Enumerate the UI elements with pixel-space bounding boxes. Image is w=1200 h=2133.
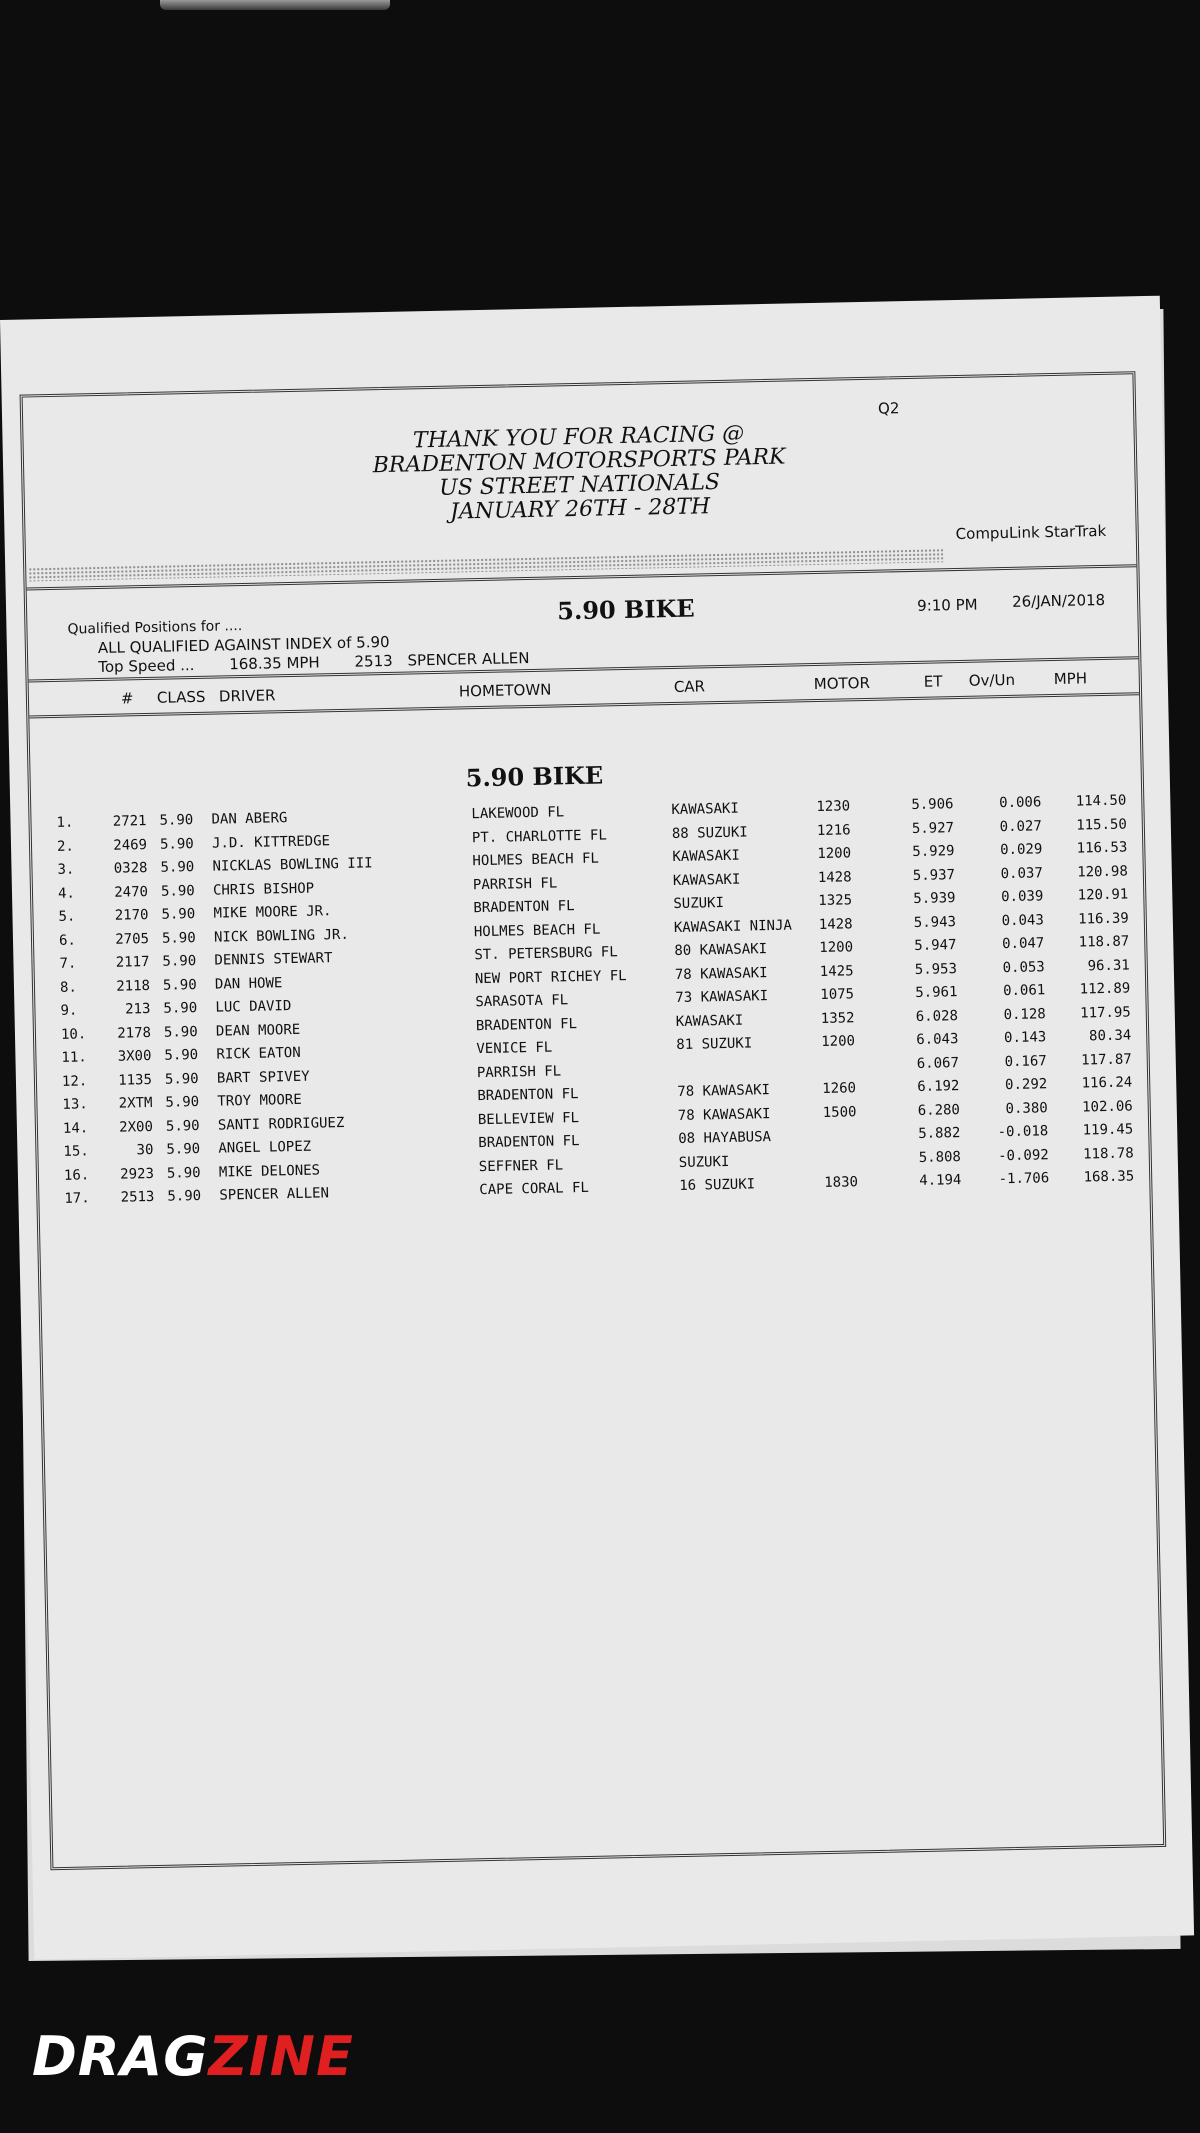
cell-car-number: 2170 <box>114 907 149 924</box>
cell-class: 5.90 <box>159 835 194 853</box>
cell-mph: 119.45 <box>1082 1121 1134 1139</box>
cell-car: KAWASAKI NINJA <box>673 917 793 936</box>
cell-mph: 116.53 <box>1076 839 1128 857</box>
cell-over-under: 0.027 <box>999 817 1042 835</box>
cell-driver: J.D. KITTREDGE <box>211 832 331 852</box>
cell-position: 1. <box>56 814 74 831</box>
cell-class: 5.90 <box>166 1164 201 1182</box>
top-speed-driver: SPENCER ALLEN <box>407 648 530 670</box>
title-line: US STREET NATIONALS <box>438 469 721 501</box>
cell-over-under: 0.029 <box>999 841 1043 859</box>
cell-car: 16 SUZUKI <box>679 1176 756 1194</box>
cell-elapsed-time: 5.882 <box>918 1125 961 1142</box>
cell-motor: 1325 <box>818 892 853 909</box>
cell-elapsed-time: 5.953 <box>914 960 958 978</box>
cell-hometown: PARRISH FL <box>476 1062 562 1081</box>
cell-over-under: 0.043 <box>1001 911 1044 929</box>
cell-car: KAWASAKI <box>672 847 740 866</box>
cell-driver: MIKE DELONES <box>218 1161 321 1181</box>
cell-hometown: HOLMES BEACH FL <box>473 921 601 940</box>
cell-mph: 120.98 <box>1077 863 1128 881</box>
cell-car: 78 KAWASAKI <box>674 964 768 983</box>
column-header-mph: MPH <box>1053 669 1088 689</box>
cell-car: 80 KAWASAKI <box>674 941 768 960</box>
cell-car: KAWASAKI <box>675 1012 744 1030</box>
cell-class: 5.90 <box>159 812 194 829</box>
cell-elapsed-time: 5.906 <box>911 796 954 814</box>
cell-car-number: 2469 <box>113 836 148 854</box>
cell-elapsed-time: 5.939 <box>913 890 956 907</box>
cell-position: 16. <box>63 1166 90 1184</box>
cell-elapsed-time: 5.961 <box>915 984 958 1001</box>
cell-position: 5. <box>58 908 76 925</box>
cell-elapsed-time: 5.943 <box>913 913 957 931</box>
cell-mph: 112.89 <box>1079 980 1131 998</box>
cell-hometown: HOLMES BEACH FL <box>472 850 600 870</box>
cell-position: 17. <box>64 1190 90 1207</box>
cell-motor: 1200 <box>821 1033 856 1050</box>
cell-mph: 118.78 <box>1082 1144 1134 1162</box>
cell-driver: SPENCER ALLEN <box>219 1185 330 1204</box>
column-header-driver: DRIVER <box>218 686 276 706</box>
cell-position: 10. <box>60 1025 87 1043</box>
report-date: 26/JAN/2018 <box>1011 590 1106 611</box>
cell-position: 13. <box>62 1096 88 1113</box>
cell-mph: 117.87 <box>1080 1050 1132 1069</box>
cell-car-number: 2X00 <box>119 1118 154 1136</box>
cell-over-under: 0.128 <box>1003 1005 1046 1023</box>
timing-system-label: CompuLink StarTrak <box>955 521 1107 544</box>
cell-over-under: 0.292 <box>1004 1076 1048 1094</box>
cell-car-number: 2118 <box>116 977 151 995</box>
cell-over-under: 0.167 <box>1004 1052 1047 1070</box>
cell-over-under: -0.018 <box>997 1123 1049 1141</box>
cell-car-number: 213 <box>125 1001 151 1018</box>
cell-mph: 96.31 <box>1087 956 1130 974</box>
section-title: 5.90 BIKE <box>465 760 604 793</box>
cell-driver: DEAN MOORE <box>215 1021 301 1040</box>
cell-car-number: 1135 <box>118 1071 153 1089</box>
cell-hometown: SEFFNER FL <box>478 1156 564 1175</box>
cell-hometown: SARASOTA FL <box>475 992 569 1011</box>
top-speed-label: Top Speed ... <box>98 656 195 677</box>
cell-elapsed-time: 6.043 <box>916 1031 959 1048</box>
cell-car-number: 2117 <box>115 954 150 971</box>
cell-mph: 120.91 <box>1077 886 1129 904</box>
cell-elapsed-time: 6.280 <box>917 1101 961 1119</box>
index-value: 5.90 <box>356 632 390 652</box>
cell-hometown: PT. CHARLOTTE FL <box>471 826 607 846</box>
cell-over-under: -1.706 <box>998 1170 1050 1188</box>
event-title <box>23 414 1135 533</box>
cell-motor: 1216 <box>816 821 851 839</box>
cell-mph: 102.06 <box>1081 1097 1133 1116</box>
cell-elapsed-time: 5.808 <box>918 1148 962 1166</box>
cell-motor: 1428 <box>817 868 852 886</box>
qualifying-round-label: Q2 <box>877 399 900 418</box>
cell-mph: 118.87 <box>1078 933 1130 951</box>
cell-car: KAWASAKI <box>672 871 741 889</box>
cell-mph: 116.24 <box>1081 1074 1133 1092</box>
cell-motor: 1352 <box>820 1009 855 1027</box>
cell-mph: 80.34 <box>1088 1027 1132 1045</box>
cell-car-number: 30 <box>136 1141 154 1159</box>
cell-position: 6. <box>58 932 77 949</box>
column-header-car: CAR <box>673 677 706 696</box>
cell-hometown: BRADENTON FL <box>475 1015 578 1034</box>
cell-class: 5.90 <box>163 1000 198 1017</box>
dotted-band <box>28 548 943 581</box>
cell-driver: DENNIS STEWART <box>214 950 333 969</box>
cell-driver: DAN HOWE <box>214 974 283 993</box>
cell-position: 4. <box>57 885 76 902</box>
cell-motor: 1830 <box>824 1174 859 1191</box>
cell-class: 5.90 <box>164 1070 199 1088</box>
cell-hometown: ST. PETERSBURG FL <box>474 944 618 964</box>
cell-over-under: 0.061 <box>1002 982 1046 1000</box>
title-line: THANK YOU FOR RACING @ <box>412 421 745 454</box>
cell-class: 5.90 <box>165 1094 200 1111</box>
cell-elapsed-time: 6.028 <box>915 1007 959 1025</box>
results-table <box>31 792 1149 1215</box>
cell-position: 3. <box>57 861 75 878</box>
sheet-frame <box>20 371 1167 1870</box>
cell-motor: 1230 <box>816 798 851 816</box>
cell-car: SUZUKI <box>673 894 725 913</box>
cell-mph: 117.95 <box>1080 1003 1131 1022</box>
title-line: BRADENTON MOTORSPORTS PARK <box>372 444 786 479</box>
cell-car-number: 2923 <box>120 1165 155 1183</box>
cell-driver: BART SPIVEY <box>216 1068 310 1087</box>
cell-position: 9. <box>60 1002 78 1019</box>
cell-driver: LUC DAVID <box>215 998 292 1016</box>
cell-motor: 1075 <box>820 986 855 1003</box>
cell-driver: CHRIS BISHOP <box>212 880 315 899</box>
cell-position: 7. <box>59 955 77 972</box>
cell-class: 5.90 <box>167 1187 202 1205</box>
cell-mph: 168.35 <box>1083 1168 1135 1186</box>
cell-position: 11. <box>61 1049 87 1066</box>
cell-hometown: VENICE FL <box>476 1039 553 1058</box>
class-title: 5.90 BIKE <box>556 593 695 626</box>
cell-car-number: 2470 <box>114 883 149 901</box>
cell-position: 12. <box>61 1072 88 1090</box>
cell-class: 5.90 <box>166 1140 201 1158</box>
cell-driver: DAN ABERG <box>211 810 288 828</box>
title-line: JANUARY 26TH - 28TH <box>449 494 711 525</box>
cell-motor: 1200 <box>819 939 854 956</box>
column-header-hometown: HOMETOWN <box>458 680 552 701</box>
cell-driver: NICK BOWLING JR. <box>213 926 349 946</box>
cell-driver: SANTI RODRIGUEZ <box>217 1114 345 1134</box>
cell-elapsed-time: 5.929 <box>912 843 955 861</box>
cell-class: 5.90 <box>162 953 197 970</box>
cell-car-number: 3X00 <box>117 1047 152 1065</box>
cell-over-under: 0.006 <box>999 794 1042 812</box>
cell-car: 81 SUZUKI <box>676 1035 753 1053</box>
report-time: 9:10 PM <box>916 595 978 615</box>
cell-mph: 115.50 <box>1076 816 1127 834</box>
cell-car: 78 KAWASAKI <box>677 1105 771 1124</box>
index-label: ALL QUALIFIED AGAINST INDEX of <box>97 633 352 658</box>
cell-car: KAWASAKI <box>671 800 740 819</box>
cell-driver: MIKE MOORE JR. <box>213 903 332 922</box>
cell-class: 5.90 <box>161 929 196 947</box>
logo-text-zine: ZINE <box>208 2025 354 2088</box>
cell-over-under: -0.092 <box>997 1146 1049 1164</box>
cell-class: 5.90 <box>162 976 197 994</box>
cell-over-under: 0.037 <box>1000 864 1043 882</box>
top-speed-value: 168.35 MPH <box>229 653 320 674</box>
cell-class: 5.90 <box>164 1047 199 1064</box>
cell-mph: 116.39 <box>1078 909 1129 928</box>
cell-over-under: 0.143 <box>1003 1029 1047 1047</box>
cell-motor: 1425 <box>819 962 854 980</box>
cell-hometown: BRADENTON FL <box>477 1086 579 1105</box>
cell-hometown: LAKEWOOD FL <box>471 804 565 823</box>
cell-mph: 114.50 <box>1075 792 1127 810</box>
cell-over-under: 0.047 <box>1001 935 1045 953</box>
cell-class: 5.90 <box>163 1023 198 1041</box>
cell-hometown: NEW PORT RICHEY FL <box>474 967 627 987</box>
cell-hometown: PARRISH FL <box>472 874 558 893</box>
cell-driver: NICKLAS BOWLING III <box>212 855 373 875</box>
cell-car: 88 SUZUKI <box>671 823 748 842</box>
cell-car-number: 2721 <box>112 813 147 830</box>
cell-car: 08 HAYABUSA <box>678 1129 772 1147</box>
cell-car-number: 2178 <box>117 1024 152 1042</box>
cell-elapsed-time: 5.947 <box>914 937 957 954</box>
cell-elapsed-time: 4.194 <box>919 1172 962 1189</box>
cell-over-under: 0.053 <box>1002 958 1045 976</box>
cell-position: 15. <box>63 1143 89 1160</box>
column-header-number: # <box>120 689 134 708</box>
cell-position: 14. <box>62 1119 89 1137</box>
cell-car-number: 2705 <box>115 930 150 948</box>
cell-motor: 1260 <box>822 1080 857 1097</box>
cell-car-number: 2XTM <box>118 1094 153 1112</box>
cell-class: 5.90 <box>160 882 195 900</box>
cell-driver: ANGEL LOPEZ <box>218 1138 312 1157</box>
column-header-motor: MOTOR <box>813 673 871 694</box>
cell-over-under: 0.380 <box>1005 1099 1048 1117</box>
cell-class: 5.90 <box>161 906 196 923</box>
cell-position: 8. <box>59 979 78 996</box>
qualified-label: Qualified Positions for .... <box>67 617 243 638</box>
cell-position: 2. <box>56 838 75 855</box>
cell-hometown: BRADENTON FL <box>478 1133 580 1152</box>
column-header-et: ET <box>923 672 943 691</box>
cell-hometown: CAPE CORAL FL <box>479 1179 590 1199</box>
cell-motor: 1200 <box>817 845 852 862</box>
cell-class: 5.90 <box>165 1117 200 1135</box>
results-sheet <box>0 296 1194 1960</box>
cell-elapsed-time: 5.927 <box>911 819 955 837</box>
column-header-class: CLASS <box>156 687 206 707</box>
cell-car: 78 KAWASAKI <box>677 1082 771 1100</box>
cell-car-number: 0328 <box>113 860 148 877</box>
cell-car: 73 KAWASAKI <box>675 988 769 1007</box>
cell-driver: TROY MOORE <box>217 1091 302 1110</box>
cell-elapsed-time: 6.067 <box>916 1054 960 1072</box>
cell-class: 5.90 <box>160 859 195 876</box>
column-header-ov-un: Ov/Un <box>968 670 1016 690</box>
cell-driver: RICK EATON <box>216 1044 301 1063</box>
cell-elapsed-time: 5.937 <box>912 866 956 884</box>
cell-motor: 1500 <box>822 1103 857 1121</box>
cell-over-under: 0.039 <box>1000 888 1044 906</box>
top-speed-car-number: 2513 <box>354 651 393 671</box>
cell-elapsed-time: 6.192 <box>917 1078 960 1095</box>
cell-motor: 1428 <box>818 915 853 933</box>
cell-car-number: 2513 <box>120 1188 155 1206</box>
pen <box>160 0 390 10</box>
cell-hometown: BRADENTON FL <box>473 898 575 917</box>
logo-text-drag: DRAG <box>32 2025 209 2088</box>
cell-hometown: BELLEVIEW FL <box>477 1109 580 1128</box>
dragzine-logo <box>32 2025 354 2088</box>
cell-car: SUZUKI <box>678 1153 730 1171</box>
